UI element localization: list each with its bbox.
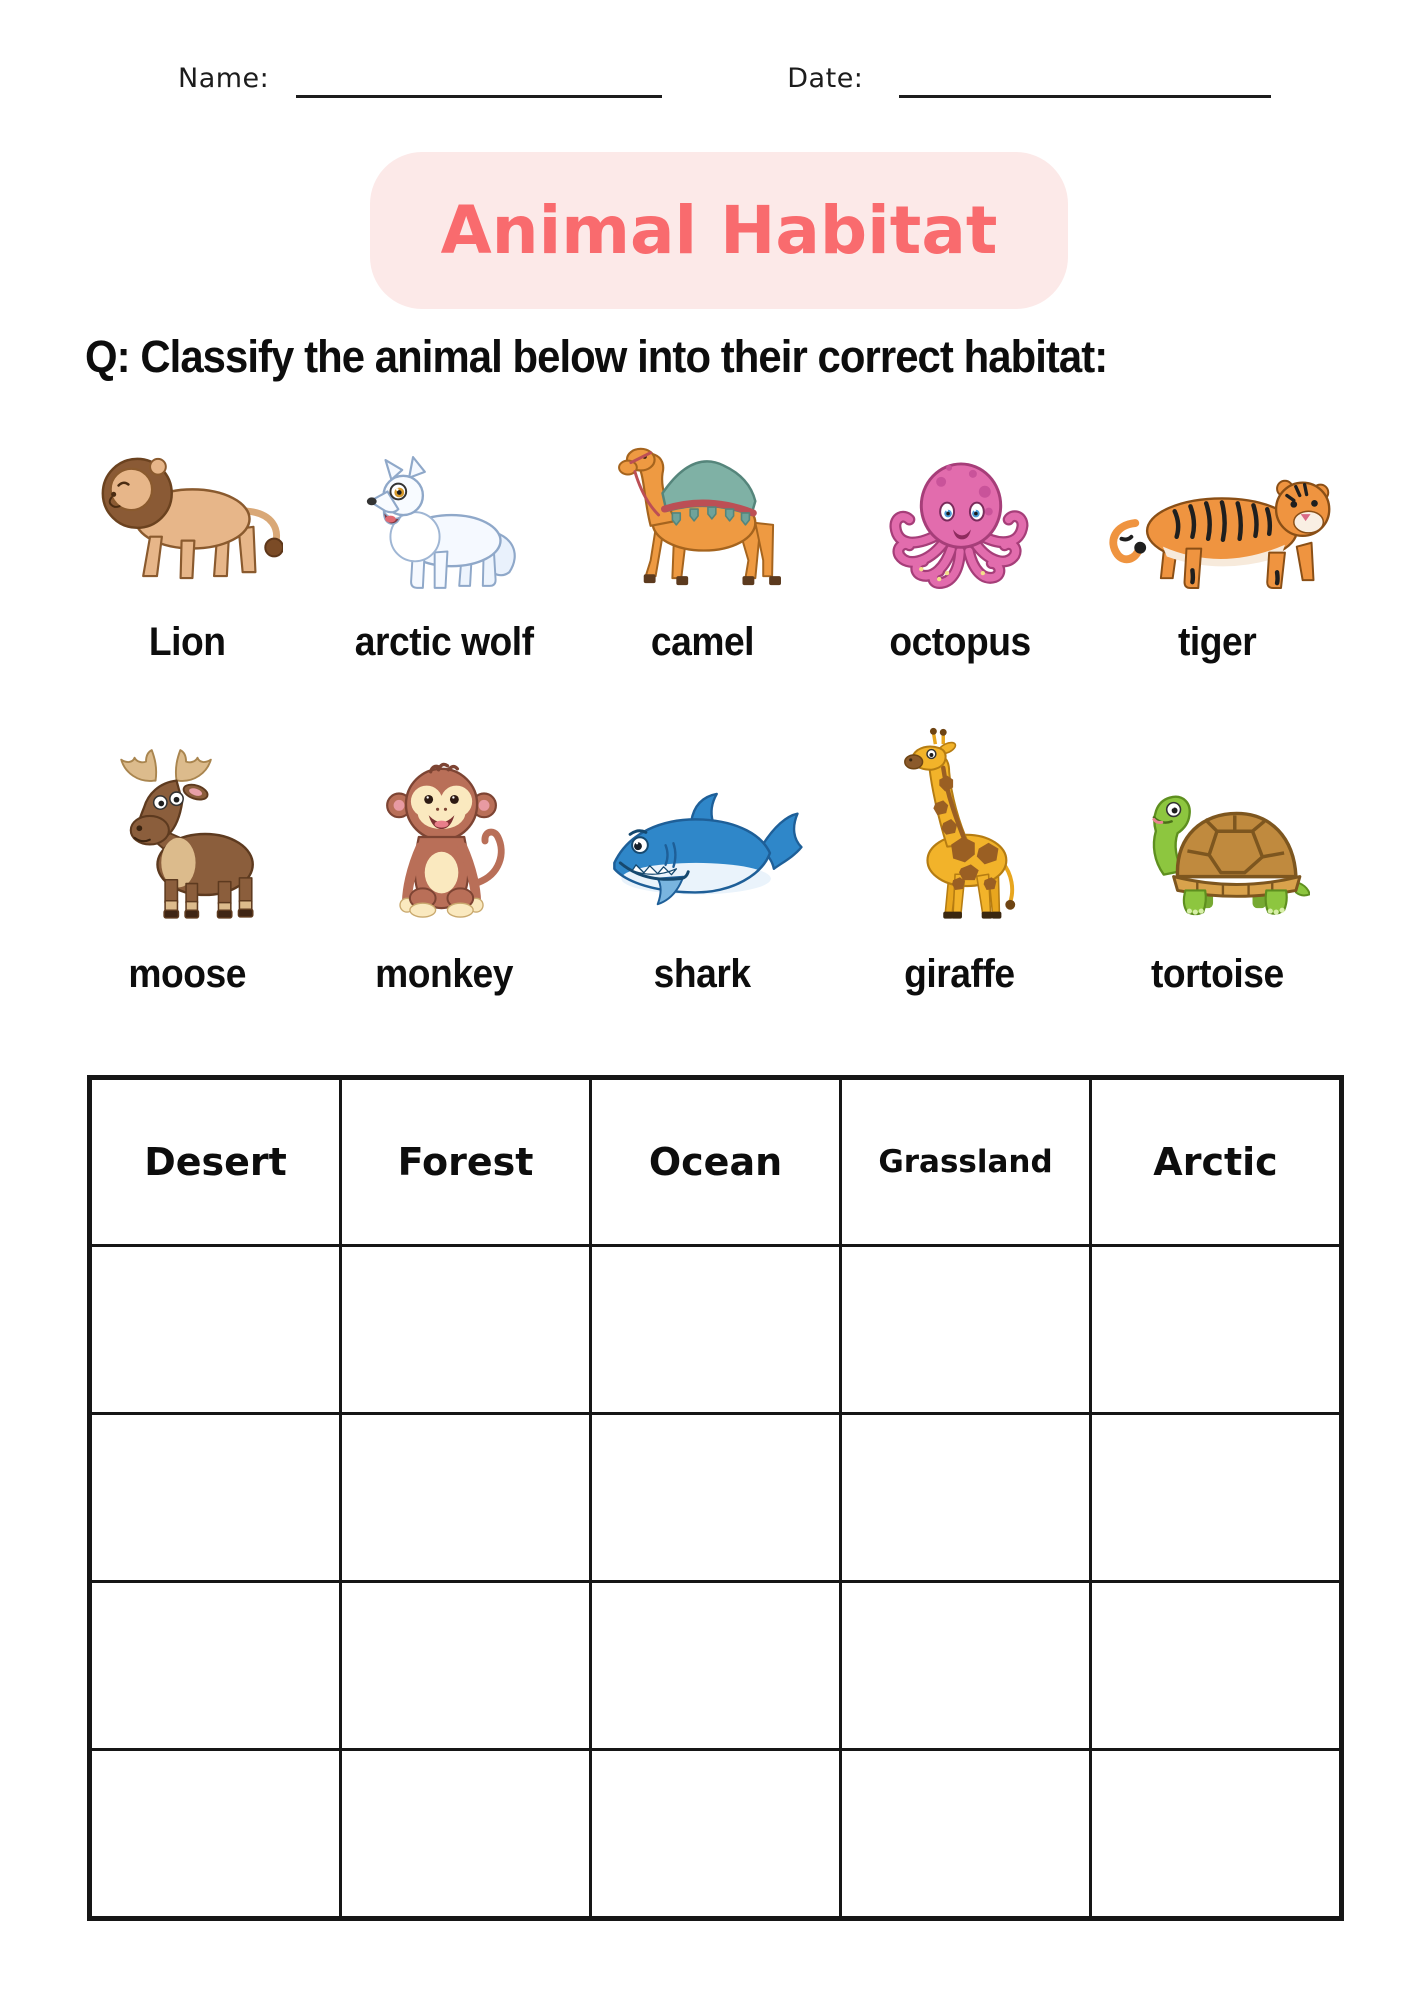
lion-image xyxy=(58,430,316,590)
octopus-image xyxy=(831,430,1089,590)
monkey-image xyxy=(316,735,574,920)
answer-cell-arctic-2[interactable] xyxy=(1091,1414,1342,1582)
animal-cell-lion xyxy=(58,430,316,665)
answer-cell-ocean-3[interactable] xyxy=(591,1582,841,1750)
answer-cell-grassland-3[interactable] xyxy=(841,1582,1091,1750)
monkey-icon xyxy=(377,750,511,920)
name-input-line[interactable] xyxy=(296,61,662,98)
monkey-label: monkey xyxy=(375,952,514,996)
date-input-line[interactable] xyxy=(899,61,1271,98)
answer-cell-ocean-1[interactable] xyxy=(591,1246,841,1414)
tiger-label: tiger xyxy=(1178,620,1257,664)
shark-label: shark xyxy=(653,952,751,996)
octopus-label: octopus xyxy=(888,620,1031,664)
arctic-wolf-icon xyxy=(358,452,530,590)
title-banner xyxy=(370,152,1068,309)
animal-cell-moose xyxy=(58,735,316,997)
answer-cell-grassland-1[interactable] xyxy=(841,1246,1091,1414)
answer-cell-desert-4[interactable] xyxy=(90,1750,341,1919)
animal-cell-monkey xyxy=(316,735,574,997)
animal-cell-shark xyxy=(573,735,831,997)
answer-cell-grassland-2[interactable] xyxy=(841,1414,1091,1582)
tortoise-icon xyxy=(1125,774,1310,920)
answer-row-4 xyxy=(90,1750,1342,1919)
answer-cell-forest-4[interactable] xyxy=(341,1750,591,1919)
answer-cell-grassland-4[interactable] xyxy=(841,1750,1091,1919)
answer-cell-ocean-4[interactable] xyxy=(591,1750,841,1919)
habitat-header-row xyxy=(90,1078,1342,1246)
animal-row-2 xyxy=(58,735,1346,997)
name-date-row xyxy=(178,60,1271,98)
animal-cell-camel xyxy=(573,430,831,665)
answer-cell-desert-1[interactable] xyxy=(90,1246,341,1414)
animal-cell-octopus xyxy=(831,430,1089,665)
tortoise-image xyxy=(1088,735,1346,920)
tortoise-label: tortoise xyxy=(1150,952,1284,996)
animal-cell-tiger xyxy=(1088,430,1346,665)
giraffe-icon xyxy=(892,724,1028,920)
header-cell-forest: Forest xyxy=(341,1078,591,1246)
page-title: Animal Habitat xyxy=(440,192,998,269)
habitat-table xyxy=(87,1075,1344,1921)
answer-cell-arctic-3[interactable] xyxy=(1091,1582,1342,1750)
lion-label: Lion xyxy=(148,620,226,664)
camel-icon xyxy=(604,432,799,590)
arctic-wolf-image xyxy=(316,430,574,590)
giraffe-label: giraffe xyxy=(904,952,1015,996)
camel-image xyxy=(573,430,831,590)
question-text: Q: Classify the animal below into their correct habitat: xyxy=(85,331,1108,382)
answer-row-1 xyxy=(90,1246,1342,1414)
moose-icon xyxy=(106,748,268,920)
header-cell-arctic: Arctic xyxy=(1091,1078,1342,1246)
header-cell-ocean: Ocean xyxy=(591,1078,841,1246)
animal-cell-arctic-wolf xyxy=(316,430,574,665)
moose-image xyxy=(58,735,316,920)
answer-cell-arctic-1[interactable] xyxy=(1091,1246,1342,1414)
tiger-icon xyxy=(1102,462,1332,590)
moose-label: moose xyxy=(128,952,246,996)
answer-cell-ocean-2[interactable] xyxy=(591,1414,841,1582)
lion-icon xyxy=(91,442,283,590)
shark-icon xyxy=(599,792,804,920)
header-cell-grassland: Grassland xyxy=(841,1078,1091,1246)
header-cell-desert: Desert xyxy=(90,1078,341,1246)
answer-cell-forest-1[interactable] xyxy=(341,1246,591,1414)
answer-cell-desert-2[interactable] xyxy=(90,1414,341,1582)
animal-cell-giraffe xyxy=(831,735,1089,997)
name-label: Name: xyxy=(178,63,270,94)
answer-cell-forest-2[interactable] xyxy=(341,1414,591,1582)
camel-label: camel xyxy=(650,620,754,664)
answer-cell-arctic-4[interactable] xyxy=(1091,1750,1342,1919)
animal-row-1 xyxy=(58,430,1346,665)
answer-cell-desert-3[interactable] xyxy=(90,1582,341,1750)
answer-cell-forest-3[interactable] xyxy=(341,1582,591,1750)
animal-cell-tortoise xyxy=(1088,735,1346,997)
shark-image xyxy=(573,735,831,920)
date-label: Date: xyxy=(787,63,864,94)
habitat-table-wrap xyxy=(87,1075,1344,1921)
answer-row-3 xyxy=(90,1582,1342,1750)
tiger-image xyxy=(1088,430,1346,590)
arctic-wolf-label: arctic wolf xyxy=(354,620,534,664)
octopus-icon xyxy=(885,456,1035,590)
answer-row-2 xyxy=(90,1414,1342,1582)
giraffe-image xyxy=(831,735,1089,920)
